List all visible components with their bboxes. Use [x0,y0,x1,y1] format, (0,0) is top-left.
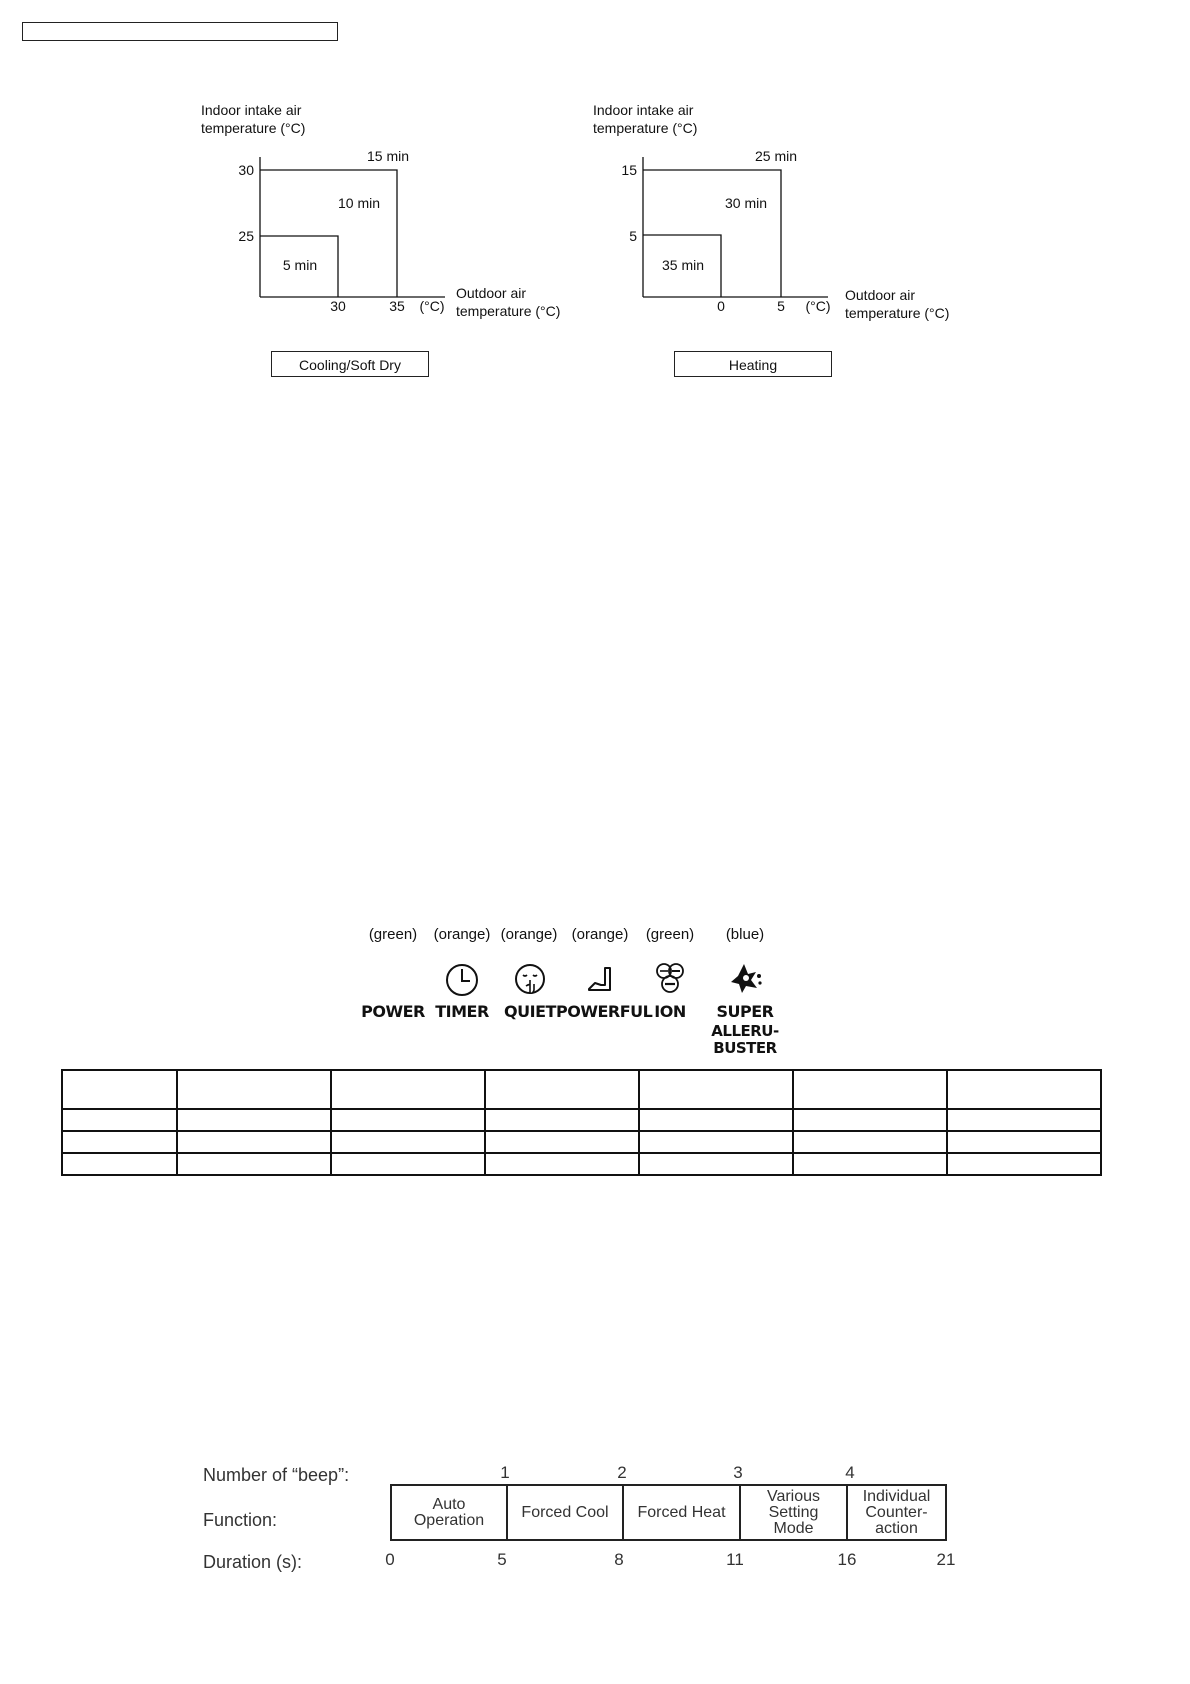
cooling-zone-label-inner: 5 min [282,257,318,273]
beep-count-4: 4 [845,1463,855,1482]
cooling-outer-zone-boundary [260,170,397,297]
cooling-x-tick-35: 35 [389,298,405,314]
heating-y-title-2: temperature (°C) [593,120,698,136]
heating-x-title-1: Outdoor air [845,287,916,303]
indicator-power-color: (green) [368,926,418,943]
cooling-x-title-2: temperature (°C) [456,303,561,319]
duration-11: 11 [726,1550,744,1569]
beep-count-2: 2 [617,1463,627,1482]
cooling-x-unit: (°C) [419,298,445,314]
indicator-super-label: SUPER [716,1002,774,1021]
indicator-quiet-color: (orange) [500,926,558,943]
beep-duration-label: Duration (s): [203,1552,303,1572]
cooling-zone-label-outer: 15 min [366,148,410,164]
duration-21: 21 [936,1550,956,1569]
indicator-table-grid [61,1069,1102,1176]
heating-y-title-1: Indoor intake air [593,102,694,118]
duration-0: 0 [385,1550,395,1569]
indicator-super-color: (blue) [725,926,765,943]
heating-diagram [583,95,983,325]
beep-number-label: Number of “beep”: [203,1465,350,1485]
clock-icon [442,960,482,1000]
table-row [62,1109,1101,1131]
table-row [62,1153,1101,1175]
indicator-ion-color: (green) [645,926,695,943]
heating-zone-label-middle: 30 min [724,195,768,211]
function-forced-heat: Forced Heat [624,1486,741,1539]
cooling-zone-label-middle: 10 min [337,195,381,211]
beep-count-1: 1 [500,1463,510,1482]
powerful-icon [581,960,621,1000]
cooling-y-tick-30: 30 [238,162,254,178]
heating-outer-zone-boundary [643,170,781,297]
heating-y-tick-5: 5 [629,228,637,244]
function-auto-operation: Auto Operation [392,1486,508,1539]
indicator-timer-color: (orange) [433,926,491,943]
cooling-y-tick-25: 25 [238,228,254,244]
cooling-diagram [190,95,590,325]
cooling-y-title-2: temperature (°C) [201,120,306,136]
function-forced-cool: Forced Cool [508,1486,624,1539]
cooling-caption: Cooling/Soft Dry [271,351,429,377]
cooling-y-title-1: Indoor intake air [201,102,302,118]
duration-8: 8 [614,1550,624,1569]
indicator-ion-label: ION [654,1002,686,1021]
beep-function-label: Function: [203,1510,278,1530]
indicator-power-label: POWER [361,1002,425,1021]
indicator-powerful-label: POWERFUL [556,1002,653,1021]
heating-zone-label-outer: 25 min [754,148,798,164]
function-individual-counter-action: Individual Counter- action [862,1487,931,1537]
heating-x-title-2: temperature (°C) [845,305,950,321]
ion-icon [650,958,690,998]
table-row [62,1070,1101,1109]
function-various-setting-mode: Various Setting Mode [741,1486,848,1539]
table-row [62,1131,1101,1153]
cooling-x-tick-30: 30 [330,298,346,314]
duration-16: 16 [837,1550,857,1569]
beep-count-3: 3 [733,1463,743,1482]
heating-x-unit: (°C) [805,298,831,314]
beep-function-table [390,1484,947,1541]
heating-caption: Heating [674,351,832,377]
quiet-face-icon [510,960,550,1000]
heating-x-tick-0: 0 [717,298,725,314]
allergen-buster-icon [724,958,764,998]
indicator-powerful-color: (orange) [571,926,629,943]
header-frame [22,22,338,41]
cooling-x-title-1: Outdoor air [456,285,527,301]
indicator-super-label-2: ALLERU-BUSTER [711,1022,779,1057]
heating-zone-label-inner: 35 min [661,257,705,273]
heating-y-tick-15: 15 [621,162,637,178]
indicator-quiet-label: QUIET [504,1002,556,1021]
duration-5: 5 [497,1550,507,1569]
heating-x-tick-5: 5 [777,298,785,314]
indicator-timer-label: TIMER [435,1002,489,1021]
